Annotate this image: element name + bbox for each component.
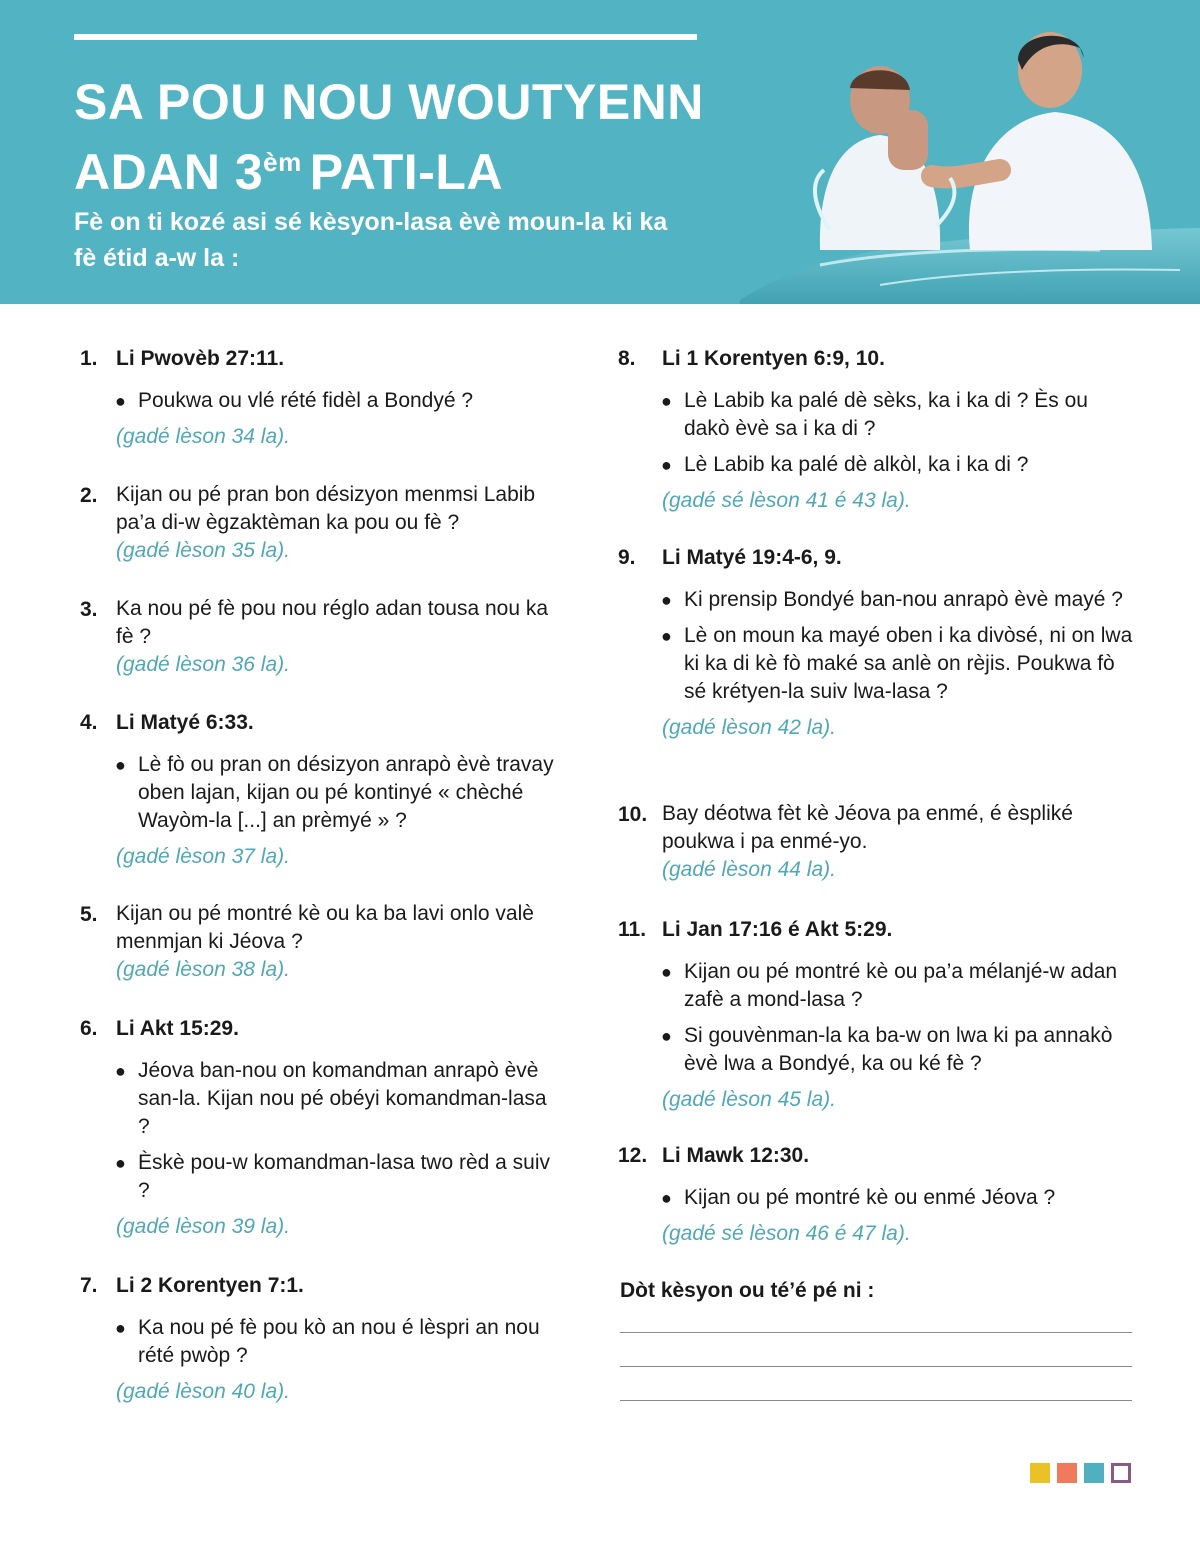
question-scripture: Li Akt 15:29. bbox=[116, 1017, 239, 1040]
bullet-text: Jéova ban-nou on komandman anrapò èvè san-la. Kijan nou pé obéyi komandman-lasa ? bbox=[138, 1059, 547, 1138]
bullet-text: Èskè pou-w komandman-lasa two rèd a suiv ? bbox=[138, 1151, 551, 1202]
bullet-dot-icon: ● bbox=[115, 1153, 126, 1173]
question-bullets bbox=[80, 387, 560, 415]
question-item bbox=[80, 708, 560, 871]
question-number: 2. bbox=[80, 484, 98, 507]
question-item bbox=[80, 595, 560, 679]
lesson-reference: (gadé lèson 44 la). bbox=[662, 858, 836, 881]
question-item bbox=[80, 1271, 560, 1406]
bullet-text: Si gouvènman-la ka ba-w on lwa ki pa annakò èvè lwa a Bondyé, ka ou ké fè ? bbox=[684, 1024, 1113, 1075]
question-bullet bbox=[661, 1184, 1138, 1212]
question-bullet bbox=[661, 387, 1138, 443]
page-title bbox=[74, 72, 704, 202]
bullet-dot-icon: ● bbox=[661, 391, 672, 411]
question-number: 3. bbox=[80, 598, 98, 621]
question-bullets bbox=[618, 387, 1138, 479]
lesson-reference: (gadé sé lèson 46 é 47 la). bbox=[662, 1222, 911, 1245]
question-item bbox=[80, 344, 560, 451]
question-item bbox=[80, 481, 560, 565]
answer-line[interactable] bbox=[620, 1400, 1132, 1401]
bullet-text: Lè Labib ka palé dè sèks, ka i ka di ? Ès ou dakò èvè sa i ka di ? bbox=[684, 389, 1088, 440]
question-item bbox=[618, 915, 1138, 1114]
question-scripture: Li 2 Korentyen 7:1. bbox=[116, 1274, 304, 1297]
question-number: 4. bbox=[80, 711, 98, 734]
question-bullet bbox=[115, 387, 560, 415]
other-questions-label: Dòt kèsyon ou té’é pé ni : bbox=[620, 1279, 875, 1302]
footer-square-purple-outline bbox=[1111, 1463, 1131, 1483]
question-text: Bay déotwa fèt kè Jéova pa enmé, é èspliké poukwa i pa enmé-yo. bbox=[662, 802, 1073, 853]
bullet-text: Ka nou pé fè pou kò an nou é lèspri an nou rété pwòp ? bbox=[138, 1316, 540, 1367]
header-rule bbox=[74, 34, 697, 40]
question-bullet bbox=[661, 1022, 1138, 1078]
question-bullet bbox=[661, 451, 1138, 479]
question-number: 6. bbox=[80, 1017, 98, 1040]
footer-square-teal bbox=[1084, 1463, 1104, 1483]
bullet-dot-icon: ● bbox=[115, 391, 126, 411]
question-item bbox=[618, 344, 1138, 515]
question-item bbox=[80, 1014, 560, 1241]
lesson-reference: (gadé sé lèson 41 é 43 la). bbox=[662, 489, 911, 512]
question-bullets bbox=[618, 958, 1138, 1078]
question-bullet bbox=[115, 751, 560, 835]
bullet-dot-icon: ● bbox=[661, 455, 672, 475]
baptism-illustration-icon bbox=[700, 0, 1200, 304]
question-bullets bbox=[80, 751, 560, 835]
bullet-dot-icon: ● bbox=[661, 1188, 672, 1208]
question-number: 12. bbox=[618, 1144, 648, 1167]
question-number: 9. bbox=[618, 546, 636, 569]
lesson-reference: (gadé lèson 39 la). bbox=[116, 1215, 290, 1238]
bullet-text: Lè Labib ka palé dè alkòl, ka i ka di ? bbox=[684, 453, 1029, 476]
bullet-dot-icon: ● bbox=[661, 590, 672, 610]
question-scripture: Li Matyé 6:33. bbox=[116, 711, 254, 734]
question-bullet bbox=[661, 586, 1138, 614]
question-text: Kijan ou pé montré kè ou ka ba lavi onlo valè menmjan ki Jéova ? bbox=[116, 902, 534, 953]
question-bullets bbox=[80, 1057, 560, 1205]
bullet-text: Kijan ou pé montré kè ou pa’a mélanjé-w adan zafè a mond-lasa ? bbox=[684, 960, 1118, 1011]
question-bullet bbox=[115, 1057, 560, 1141]
question-number: 1. bbox=[80, 347, 98, 370]
bullet-text: Lè fò ou pran on désizyon anrapò èvè travay oben lajan, kijan ou pé kontinyé « chèché Wayòm-la [...] an prèmyé » ? bbox=[138, 753, 554, 832]
question-scripture: Li Pwovèb 27:11. bbox=[116, 347, 285, 370]
lesson-reference: (gadé lèson 42 la). bbox=[662, 716, 836, 739]
question-item bbox=[618, 543, 1138, 742]
bullet-dot-icon: ● bbox=[661, 626, 672, 646]
lesson-reference: (gadé lèson 38 la). bbox=[116, 958, 290, 981]
footer-square-orange bbox=[1057, 1463, 1077, 1483]
bullet-dot-icon: ● bbox=[115, 1318, 126, 1338]
question-item bbox=[618, 800, 1138, 884]
question-item bbox=[618, 1141, 1138, 1248]
bullet-dot-icon: ● bbox=[115, 1061, 126, 1081]
title-line-2-pre: ADAN 3 bbox=[74, 144, 264, 200]
question-bullet bbox=[661, 958, 1138, 1014]
question-number: 8. bbox=[618, 347, 636, 370]
answer-line[interactable] bbox=[620, 1366, 1132, 1367]
question-number: 11. bbox=[618, 918, 647, 941]
question-bullet bbox=[115, 1149, 560, 1205]
bullet-dot-icon: ● bbox=[661, 962, 672, 982]
question-text: Ka nou pé fè pou nou réglo adan tousa nou ka fè ? bbox=[116, 597, 549, 648]
question-bullet bbox=[661, 622, 1138, 706]
title-line-2-post: PATI-LA bbox=[309, 144, 503, 200]
lesson-reference: (gadé lèson 40 la). bbox=[116, 1380, 290, 1403]
lesson-reference: (gadé lèson 34 la). bbox=[116, 425, 290, 448]
question-number: 10. bbox=[618, 803, 648, 826]
bullet-text: Poukwa ou vlé rété fidèl a Bondyé ? bbox=[138, 389, 474, 412]
bullet-text: Lè on moun ka mayé oben i ka divòsé, ni on lwa ki ka di kè fò maké sa anlè on rèjis. Poukwa fò sé krétyen-la suiv lwa-lasa ? bbox=[684, 624, 1133, 703]
page-subtitle: Fè on ti kozé asi sé kèsyon-lasa èvè moun-la ki ka fè étid a-w la : bbox=[74, 208, 668, 272]
title-line-2-sup: èm bbox=[263, 147, 302, 177]
question-item bbox=[80, 900, 560, 984]
question-bullets bbox=[80, 1314, 560, 1370]
bullet-text: Ki prensip Bondyé ban-nou anrapò èvè mayé ? bbox=[684, 588, 1123, 611]
question-bullets bbox=[618, 586, 1138, 706]
question-bullets bbox=[618, 1184, 1138, 1212]
question-number: 5. bbox=[80, 903, 98, 926]
lesson-reference: (gadé lèson 45 la). bbox=[662, 1088, 836, 1111]
question-scripture: Li 1 Korentyen 6:9, 10. bbox=[662, 347, 885, 370]
question-scripture: Li Jan 17:16 é Akt 5:29. bbox=[662, 918, 893, 941]
bullet-dot-icon: ● bbox=[115, 755, 126, 775]
header-banner bbox=[0, 0, 1200, 304]
bullet-text: Kijan ou pé montré kè ou enmé Jéova ? bbox=[684, 1186, 1056, 1209]
question-bullet bbox=[115, 1314, 560, 1370]
answer-line[interactable] bbox=[620, 1332, 1132, 1333]
question-number: 7. bbox=[80, 1274, 98, 1297]
question-scripture: Li Matyé 19:4-6, 9. bbox=[662, 546, 842, 569]
footer-square-yellow bbox=[1030, 1463, 1050, 1483]
lesson-reference: (gadé lèson 35 la). bbox=[116, 539, 290, 562]
lesson-reference: (gadé lèson 37 la). bbox=[116, 845, 290, 868]
question-scripture: Li Mawk 12:30. bbox=[662, 1144, 810, 1167]
question-text: Kijan ou pé pran bon désizyon menmsi Labib pa’a di-w ègzaktèman ka pou ou fè ? bbox=[116, 483, 536, 534]
bullet-dot-icon: ● bbox=[661, 1026, 672, 1046]
lesson-reference: (gadé lèson 36 la). bbox=[116, 653, 290, 676]
title-line-1: SA POU NOU WOUTYENN bbox=[74, 74, 704, 130]
